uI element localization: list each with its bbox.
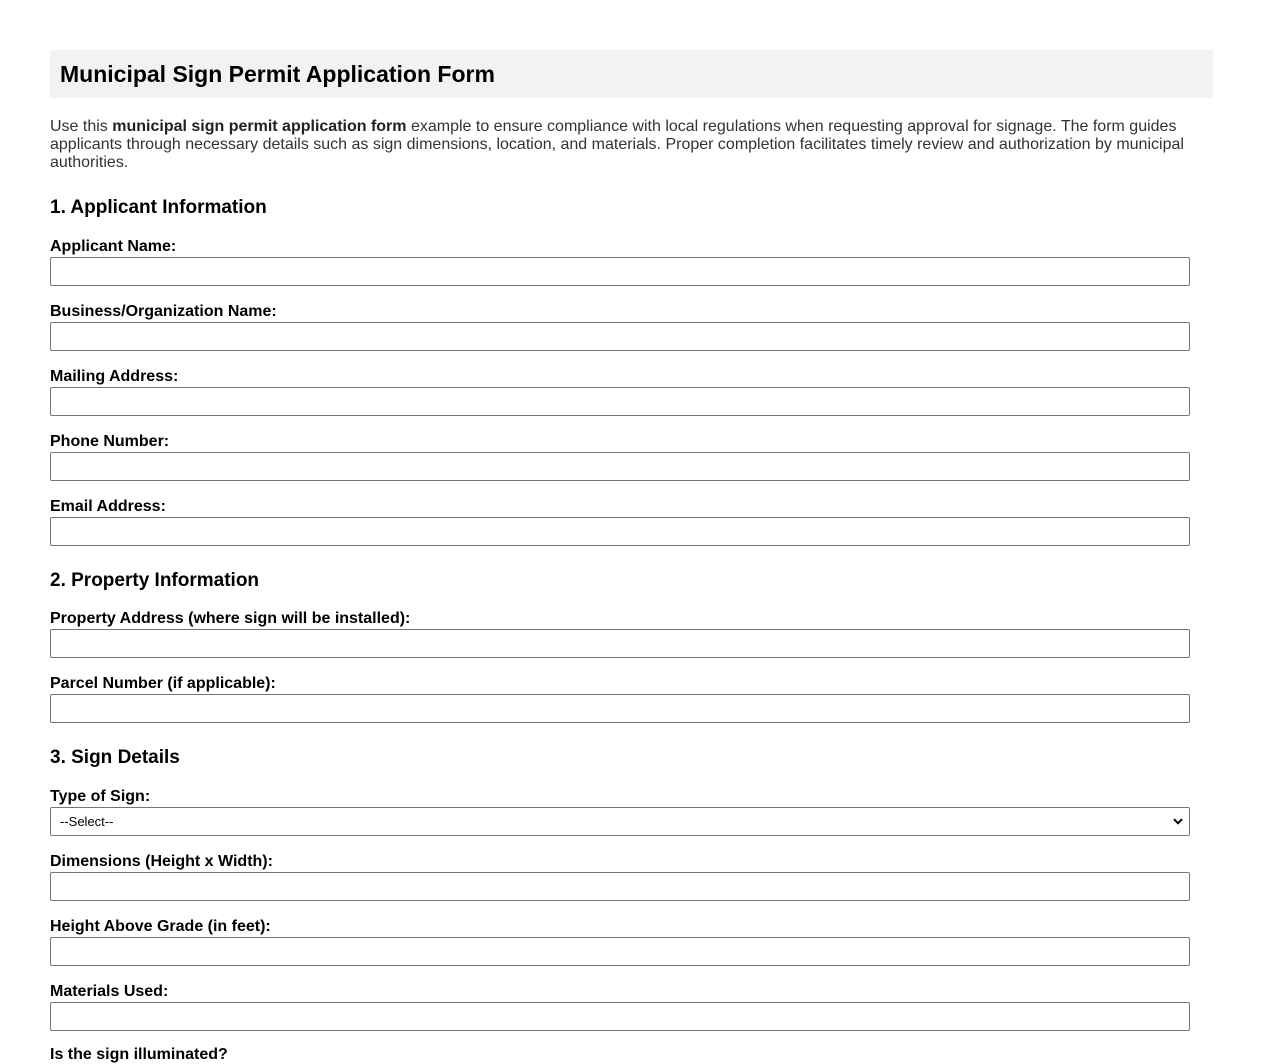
materials-used-label: Materials Used: [50, 983, 169, 1000]
sign-type-selected-value: --Select-- [60, 814, 114, 829]
business-name-input[interactable] [50, 322, 1190, 351]
parcel-number-input[interactable] [50, 694, 1190, 723]
section-title-property: 2. Property Information [50, 570, 260, 591]
height-above-grade-input[interactable] [50, 937, 1190, 966]
phone-number-label: Phone Number: [50, 433, 170, 450]
business-name-field [50, 303, 1190, 351]
chevron-down-icon [1173, 818, 1183, 825]
dimensions-field [50, 853, 1190, 901]
section-title-applicant: 1. Applicant Information [50, 197, 267, 218]
materials-used-field [50, 983, 1190, 1031]
dimensions-input[interactable] [50, 872, 1190, 901]
intro-prefix: Use this [50, 118, 113, 135]
email-address-field [50, 498, 1190, 546]
dimensions-label: Dimensions (Height x Width): [50, 853, 273, 870]
sign-type-label: Type of Sign: [50, 788, 151, 805]
mailing-address-field [50, 368, 1190, 416]
height-above-grade-field [50, 918, 1190, 966]
parcel-number-field [50, 675, 1190, 723]
parcel-number-label: Parcel Number (if applicable): [50, 675, 276, 692]
applicant-name-input[interactable] [50, 257, 1190, 286]
sign-type-select[interactable] [50, 807, 1190, 836]
materials-used-input[interactable] [50, 1002, 1190, 1031]
property-address-label: Property Address (where sign will be installed): [50, 610, 411, 627]
mailing-address-label: Mailing Address: [50, 368, 179, 385]
section-title-sign-details: 3. Sign Details [50, 747, 180, 768]
height-above-grade-label: Height Above Grade (in feet): [50, 918, 271, 935]
business-name-label: Business/Organization Name: [50, 303, 277, 320]
property-address-input[interactable] [50, 629, 1190, 658]
intro-bold: municipal sign permit application form [112, 118, 407, 135]
title-bar [50, 50, 1213, 98]
sign-type-field [50, 788, 1190, 836]
email-address-label: Email Address: [50, 498, 166, 515]
applicant-name-field [50, 238, 1190, 286]
phone-number-field [50, 433, 1190, 481]
phone-number-input[interactable] [50, 452, 1190, 481]
property-address-field [50, 610, 1190, 658]
email-address-input[interactable] [50, 517, 1190, 546]
applicant-name-label: Applicant Name: [50, 238, 177, 255]
intro-suffix: example to ensure compliance with local regulations when requesting approval for signage. The form guides applicants through necessary details such as sign dimensions, location, and materials. Proper completion facilitates timely review and authorization by municipal authorities. [50, 118, 1184, 171]
illuminated-label: Is the sign illuminated? [50, 1046, 228, 1063]
page-title: Municipal Sign Permit Application Form [60, 60, 495, 87]
mailing-address-input[interactable] [50, 387, 1190, 416]
form-page [0, 0, 1263, 172]
illuminated-field [50, 1046, 1190, 1064]
intro-paragraph [50, 118, 1213, 172]
